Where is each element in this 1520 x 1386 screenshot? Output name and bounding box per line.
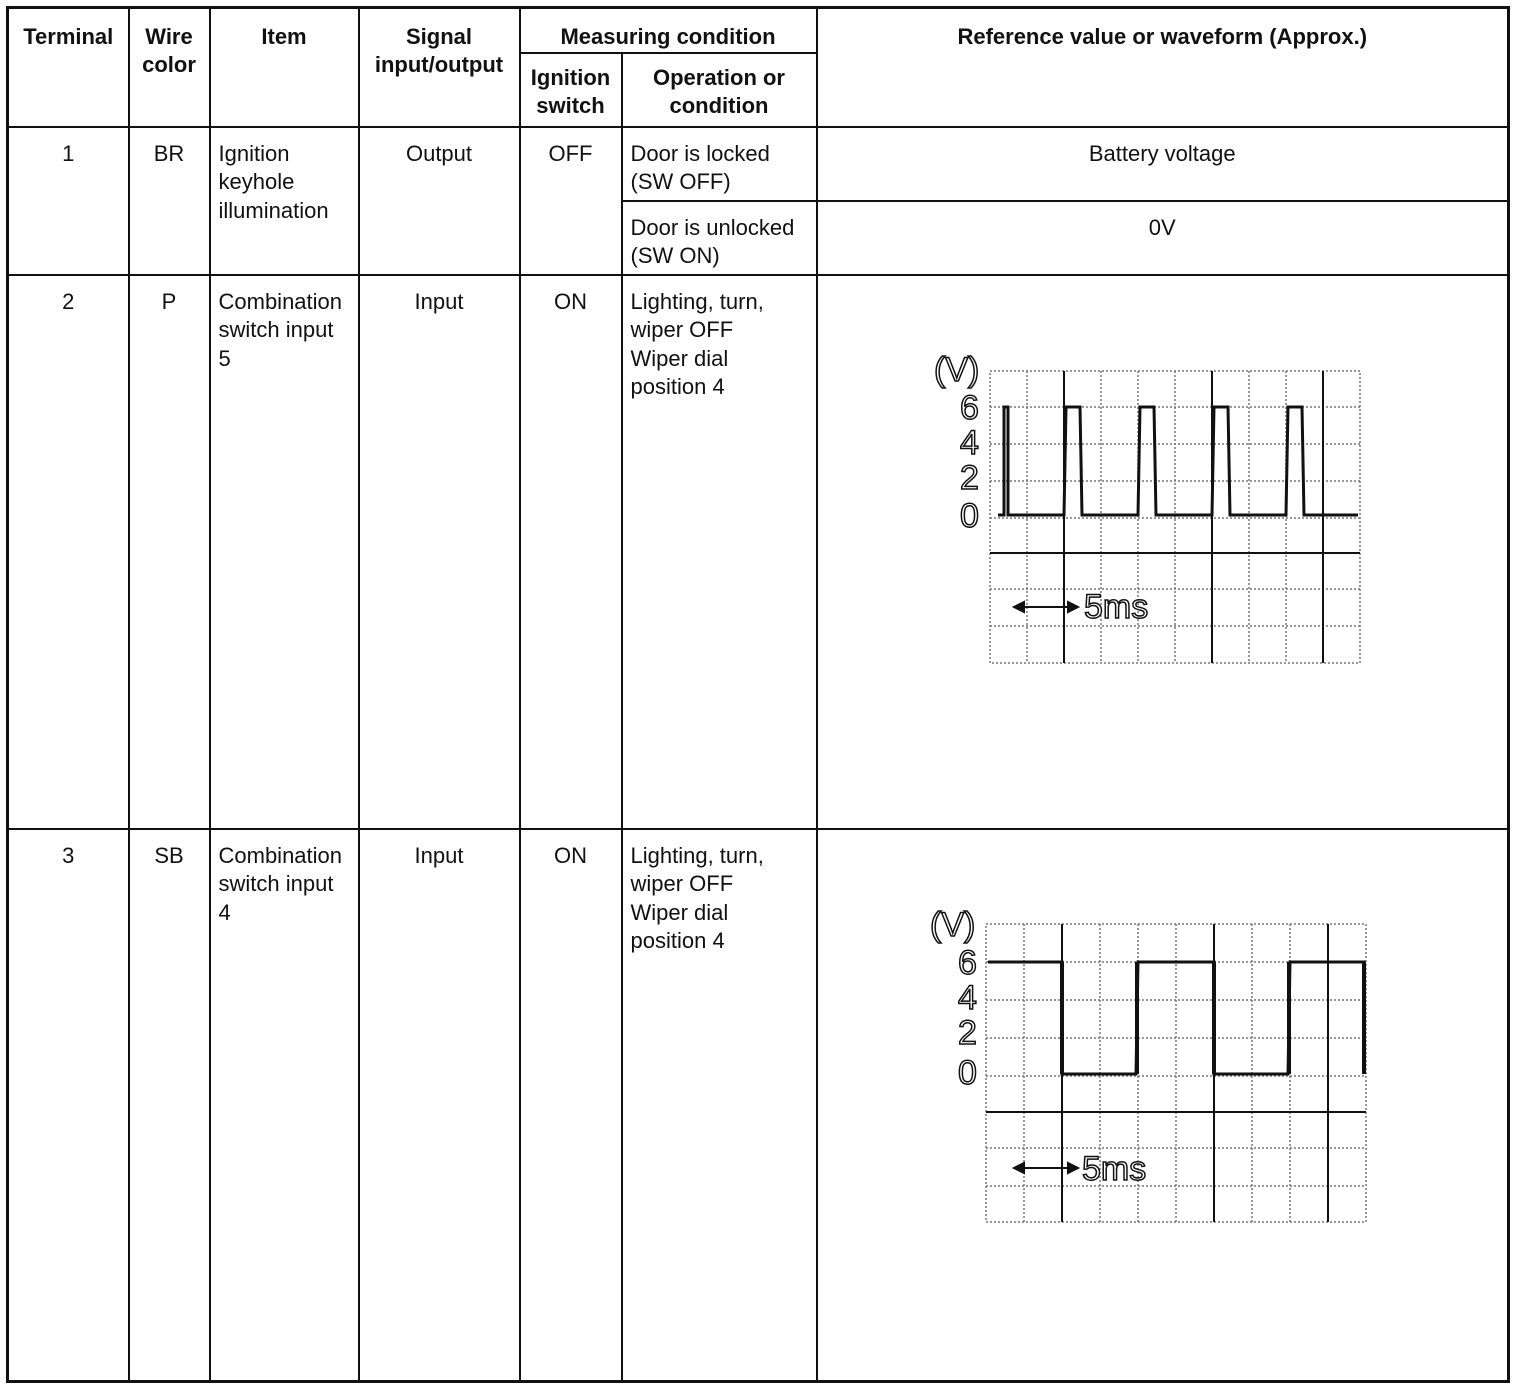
reference-cell: 0V bbox=[817, 201, 1509, 275]
y-tick: 2 bbox=[957, 1013, 977, 1052]
header-signal: Signal input/output bbox=[359, 8, 520, 127]
waveform-unit-label: (V) bbox=[933, 350, 979, 389]
terminal-spec-table bbox=[6, 6, 1510, 1383]
signal-cell: Output bbox=[359, 127, 520, 275]
operation-cell: Door is locked (SW OFF) bbox=[622, 127, 817, 201]
ignition-switch-cell: OFF bbox=[520, 127, 622, 275]
operation-cell: Lighting, turn, wiper OFF Wiper dial position 4 bbox=[622, 829, 817, 1382]
item-cell: Combination switch input 5 bbox=[210, 275, 359, 829]
reference-waveform-cell bbox=[817, 829, 1509, 1382]
item-cell: Combination switch input 4 bbox=[210, 829, 359, 1382]
waveform-pulse-narrow bbox=[932, 347, 1372, 667]
header-item: Item bbox=[210, 8, 359, 127]
reference-cell: Battery voltage bbox=[817, 127, 1509, 201]
wire-color-cell: BR bbox=[129, 127, 210, 275]
header-reference: Reference value or waveform (Approx.) bbox=[817, 8, 1509, 127]
table-row bbox=[8, 829, 1509, 1382]
y-tick: 4 bbox=[959, 423, 979, 462]
terminal-cell: 2 bbox=[8, 275, 129, 829]
terminal-cell: 3 bbox=[8, 829, 129, 1382]
y-tick: 4 bbox=[957, 978, 977, 1017]
waveform-pulse-wide bbox=[928, 904, 1372, 1224]
operation-cell: Lighting, turn, wiper OFF Wiper dial position 4 bbox=[622, 275, 817, 829]
y-tick: 0 bbox=[957, 1053, 977, 1092]
header-measuring-condition: Measuring condition bbox=[520, 8, 817, 53]
item-cell: Ignition keyhole illumination bbox=[210, 127, 359, 275]
operation-cell: Door is unlocked (SW ON) bbox=[622, 201, 817, 275]
reference-waveform-cell bbox=[817, 275, 1509, 829]
table-row bbox=[8, 127, 1509, 201]
header-operation: Operation or condition bbox=[622, 53, 817, 127]
y-tick: 6 bbox=[957, 943, 977, 982]
y-tick: 0 bbox=[959, 496, 979, 535]
ignition-switch-cell: ON bbox=[520, 275, 622, 829]
y-tick: 2 bbox=[959, 458, 979, 497]
wire-color-cell: SB bbox=[129, 829, 210, 1382]
wire-color-cell: P bbox=[129, 275, 210, 829]
y-tick: 6 bbox=[959, 388, 979, 427]
signal-cell: Input bbox=[359, 275, 520, 829]
signal-cell: Input bbox=[359, 829, 520, 1382]
table-row bbox=[8, 275, 1509, 829]
terminal-cell: 1 bbox=[8, 127, 129, 275]
time-scale-label: 5ms bbox=[1083, 587, 1148, 626]
header-wire-color: Wire color bbox=[129, 8, 210, 127]
time-scale-label: 5ms bbox=[1081, 1149, 1146, 1188]
waveform-unit-label: (V) bbox=[929, 905, 975, 944]
header-terminal: Terminal bbox=[8, 8, 129, 127]
ignition-switch-cell: ON bbox=[520, 829, 622, 1382]
header-ignition-switch: Ignition switch bbox=[520, 53, 622, 127]
